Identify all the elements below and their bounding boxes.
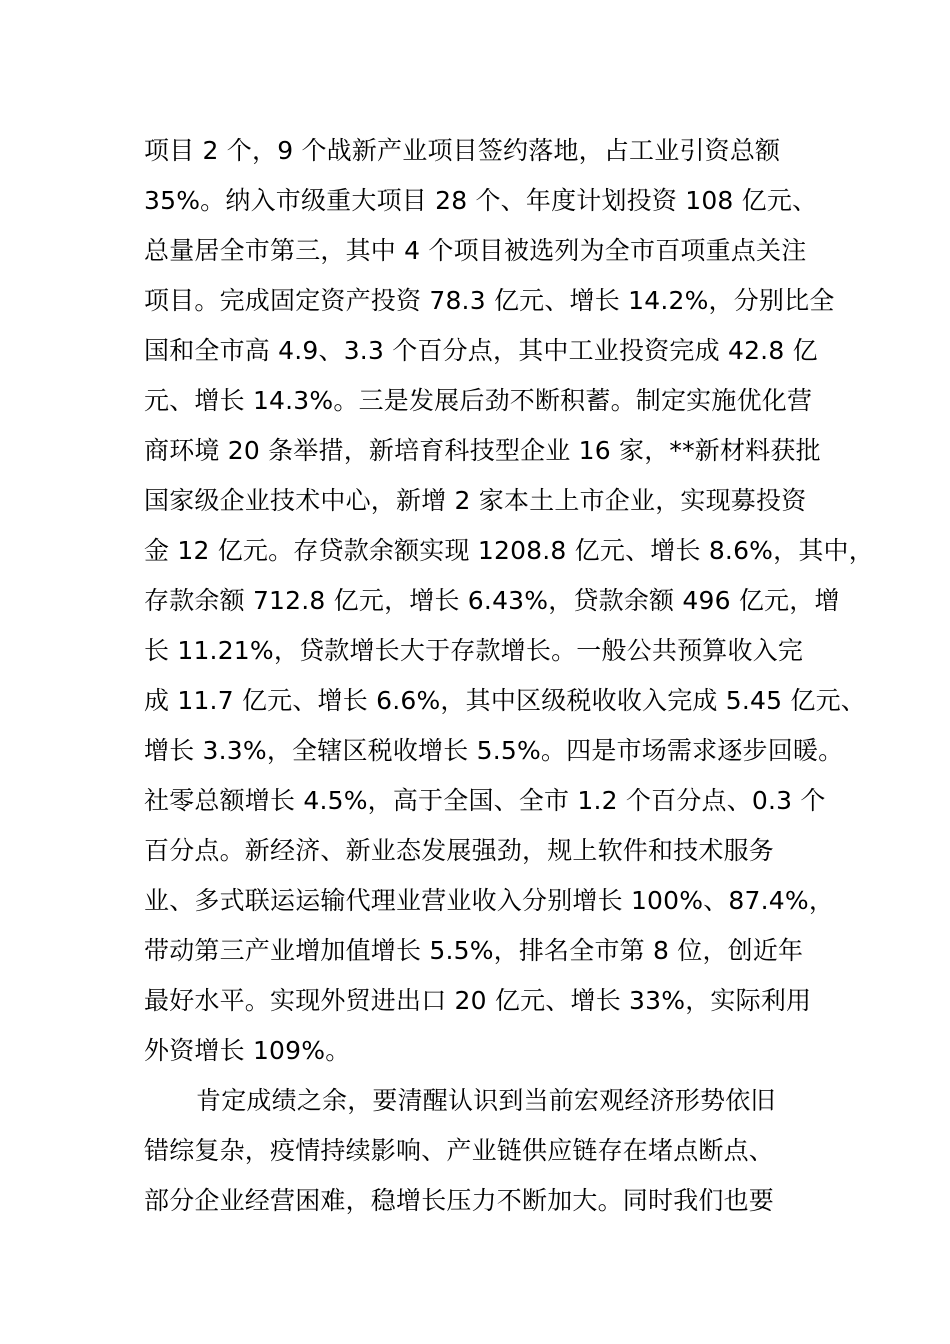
paragraph-start-line: 肯定成绩之余，要清醒认识到当前宏观经济形势依旧	[196, 1086, 776, 1115]
text-line: 社零总额增长 4.5%，高于全国、全市 1.2 个百分点、0.3 个	[144, 786, 826, 815]
text-line: 成 11.7 亿元、增长 6.6%，其中区级税收收入完成 5.45 亿元、	[144, 686, 866, 715]
body-text	[144, 126, 874, 1226]
text-line: 商环境 20 条举措，新培育科技型企业 16 家，**新材料获批	[144, 436, 821, 465]
text-line: 长 11.21%，贷款增长大于存款增长。一般公共预算收入完	[144, 636, 804, 665]
text-line: 元、增长 14.3%。三是发展后劲不断积蓄。制定实施优化营	[144, 386, 813, 415]
text-line: 项目 2 个，9 个战新产业项目签约落地，占工业引资总额	[144, 136, 781, 165]
text-line: 带动第三产业增加值增长 5.5%，排名全市第 8 位，创近年	[144, 936, 804, 965]
text-line: 项目。完成固定资产投资 78.3 亿元、增长 14.2%，分别比全	[144, 286, 835, 315]
text-line: 增长 3.3%，全辖区税收增长 5.5%。四是市场需求逐步回暖。	[144, 736, 844, 765]
text-line: 百分点。新经济、新业态发展强劲，规上软件和技术服务	[144, 836, 775, 865]
text-line: 35%。纳入市级重大项目 28 个、年度计划投资 108 亿元、	[144, 186, 818, 215]
text-line: 存款余额 712.8 亿元，增长 6.43%，贷款余额 496 亿元，增	[144, 586, 840, 615]
text-line: 金 12 亿元。存贷款余额实现 1208.8 亿元、增长 8.6%，其中，	[144, 536, 874, 565]
text-line: 外资增长 109%。	[144, 1036, 351, 1065]
text-line: 部分企业经营困难，稳增长压力不断加大。同时我们也要	[144, 1186, 775, 1215]
text-line: 国家级企业技术中心，新增 2 家本土上市企业，实现募投资	[144, 486, 807, 515]
text-line: 最好水平。实现外贸进出口 20 亿元、增长 33%，实际利用	[144, 986, 812, 1015]
text-line: 业、多式联运运输代理业营业收入分别增长 100%、87.4%，	[144, 886, 835, 915]
text-line: 错综复杂，疫情持续影响、产业链供应链存在堵点断点、	[144, 1136, 775, 1165]
text-line: 总量居全市第三，其中 4 个项目被选列为全市百项重点关注	[144, 236, 807, 265]
text-line: 国和全市高 4.9、3.3 个百分点，其中工业投资完成 42.8 亿	[144, 336, 818, 365]
